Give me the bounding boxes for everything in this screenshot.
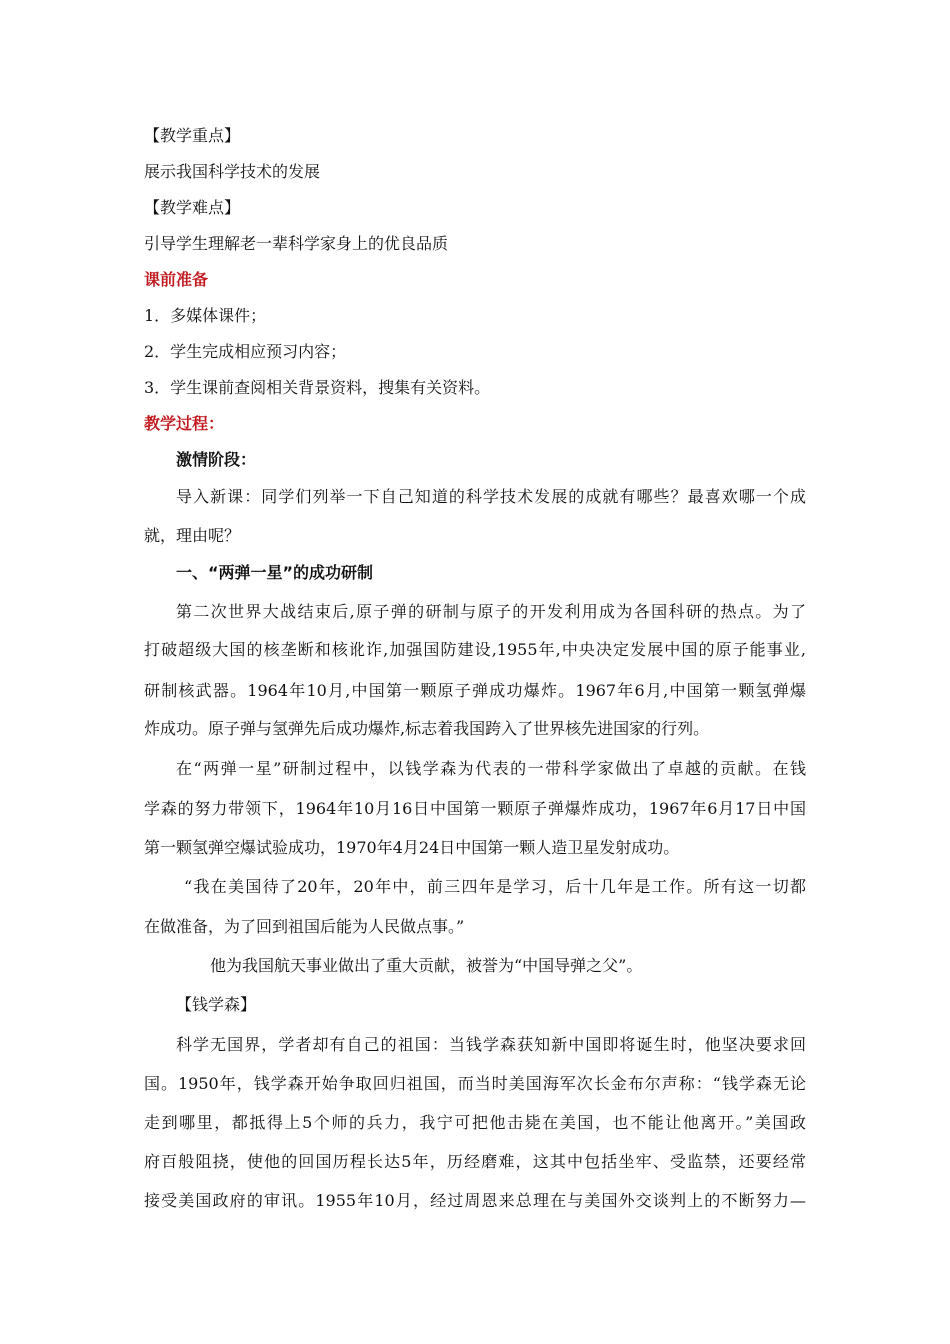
prep-item: 2．学生完成相应预习内容； (144, 342, 347, 361)
quote-line: “我在美国待了20年，20年中，前三四年是学习，后十几年是工作。所有这一切都 (184, 877, 806, 896)
paragraph-line: 研制核武器。1964年10月,中国第一颗原子弹成功爆炸。1967年6月,中国第一颗氢弹爆 (144, 681, 806, 700)
section-heading: 一、“两弹一星”的成功研制 (176, 563, 374, 582)
paragraph-line: 炸成功。原子弹与氢弹先后成功爆炸,标志着我国跨入了世界核先进国家的行列。 (144, 719, 710, 738)
process-heading: 教学过程： (144, 414, 225, 433)
paragraph-line: 第一颗氢弹空爆试验成功，1970年4月24日中国第一颗人造卫星发射成功。 (144, 838, 680, 857)
focus-text: 展示我国科学技术的发展 (144, 162, 321, 181)
intro-line: 导入新课：同学们列举一下自己知道的科学技术发展的成就有哪些？最喜欢哪一个成 (176, 487, 806, 506)
paragraph-line: 走到哪里，都抵得上5个师的兵力，我宁可把他击毙在美国，也不能让他离开。”美国政 (144, 1113, 806, 1132)
paragraph-line: 科学无国界，学者却有自己的祖国：当钱学森获知新中国即将诞生时，他坚决要求回 (176, 1035, 806, 1054)
intro-line: 就，理由呢？ (144, 526, 241, 545)
prep-item: 1．多媒体课件； (144, 306, 267, 325)
paragraph-line: 在“两弹一星”研制过程中，以钱学森为代表的一带科学家做出了卓越的贡献。在钱 (176, 759, 806, 778)
paragraph-line: 国。1950年，钱学森开始争取回归祖国，而当时美国海军次长金布尔声称：“钱学森无论 (144, 1074, 806, 1093)
tribute-line: 他为我国航天事业做出了重大贡献，被誉为“中国导弹之父”。 (210, 956, 643, 975)
prep-heading: 课前准备 (144, 270, 209, 289)
stage-heading: 激情阶段： (176, 450, 257, 469)
difficulty-heading: 【教学难点】 (144, 198, 241, 217)
paragraph-line: 府百般阻挠，使他的回国历程长达5年，历经磨难，这其中包括坐牢、受监禁，还要经常 (144, 1152, 806, 1171)
paragraph-line: 第二次世界大战结束后,原子弹的研制与原子的开发利用成为各国科研的热点。为了 (176, 602, 806, 621)
difficulty-text: 引导学生理解老一辈科学家身上的优良品质 (144, 234, 449, 253)
paragraph-line: 学森的努力带领下，1964年10月16日中国第一颗原子弹爆炸成功，1967年6月17日中国 (144, 799, 806, 818)
prep-item: 3．学生课前查阅相关背景资料，搜集有关资料。 (144, 378, 491, 397)
paragraph-line: 打破超级大国的核垄断和核讹诈,加强国防建设,1955年,中央决定发展中国的原子能事业, (144, 640, 806, 659)
qian-heading: 【钱学森】 (176, 995, 257, 1014)
quote-line: 在做准备，为了回到祖国后能为人民做点事。” (144, 917, 465, 936)
paragraph-line: 接受美国政府的审讯。1955年10月，经过周恩来总理在与美国外交谈判上的不断努力— (144, 1191, 806, 1210)
focus-heading: 【教学重点】 (144, 126, 241, 145)
